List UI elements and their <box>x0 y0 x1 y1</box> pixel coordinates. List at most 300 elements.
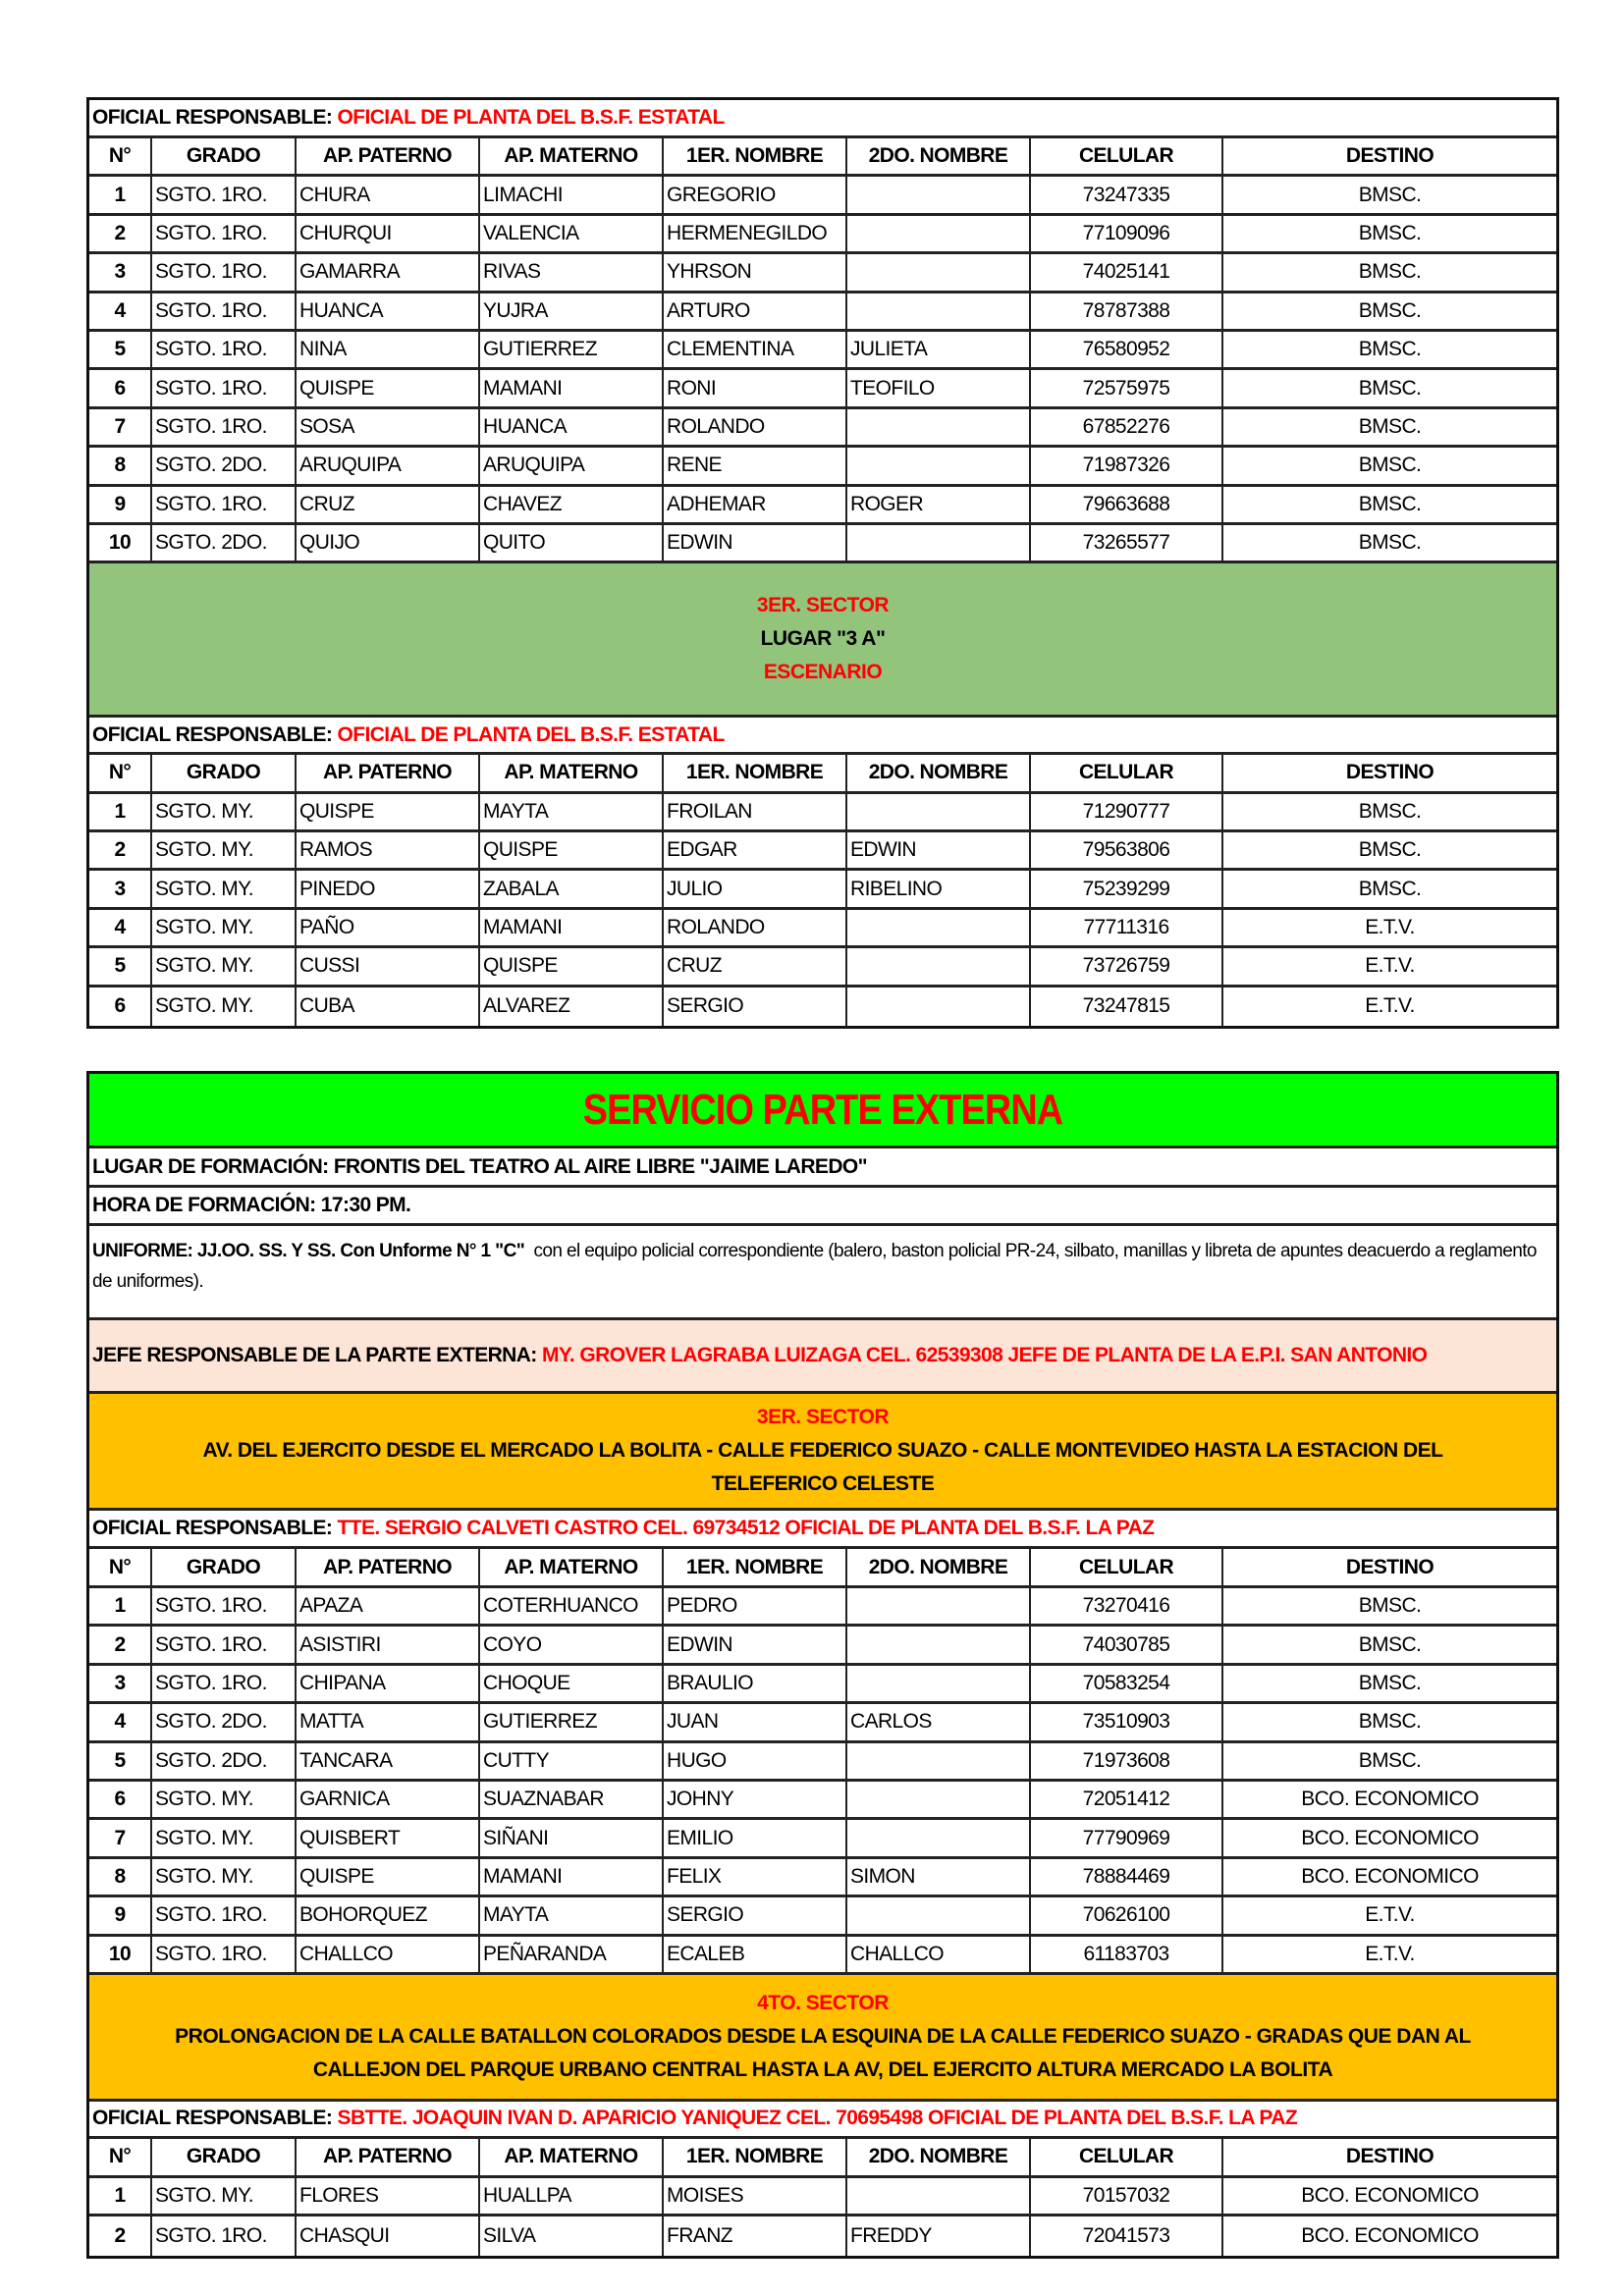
grado-cell: SGTO. 1RO. <box>152 1627 297 1662</box>
uniforme-info <box>89 1226 1556 1320</box>
celular-cell: 78787388 <box>1031 294 1223 329</box>
nombre1-cell: FROILAN <box>664 794 847 829</box>
header-col-ap-materno: AP. MATERNO <box>480 755 664 790</box>
oficial-value: OFICIAL DE PLANTA DEL B.S.F. ESTATAL <box>337 722 725 746</box>
destino-cell: E.T.V. <box>1365 994 1415 1018</box>
nombre2-cell <box>847 1820 1031 1855</box>
section-block-interna <box>86 97 1559 1029</box>
ap-materno-cell: SUAZNABAR <box>480 1782 664 1817</box>
nombre2-cell: CARLOS <box>847 1704 1031 1739</box>
row-number: 8 <box>89 1859 152 1895</box>
ap-paterno-cell: ARUQUIPA <box>297 448 480 483</box>
row-number: 7 <box>89 1820 152 1855</box>
table-row <box>89 370 1556 408</box>
oficial-value: OFICIAL DE PLANTA DEL B.S.F. ESTATAL <box>337 106 725 129</box>
nombre2-cell <box>847 177 1031 212</box>
ap-paterno-cell: GAMARRA <box>297 254 480 290</box>
ap-materno-cell: MAYTA <box>480 794 664 829</box>
ap-materno-cell: HUALLPA <box>480 2178 664 2214</box>
table-row <box>89 1704 1556 1742</box>
nombre2-cell <box>847 1743 1031 1779</box>
grado-cell: SGTO. 1RO. <box>152 177 297 212</box>
grado-cell: SGTO. 1RO. <box>152 216 297 251</box>
ap-materno-cell: YUJRA <box>480 294 664 329</box>
header-col-2do-nombre: 2DO. NOMBRE <box>847 755 1031 790</box>
lugar-formacion <box>89 1148 1556 1188</box>
ap-materno-cell: CUTTY <box>480 1743 664 1779</box>
ap-materno-cell: CHOQUE <box>480 1666 664 1701</box>
oficial-value: SBTTE. JOAQUIN IVAN D. APARICIO YANIQUEZ CEL. 70695498 OFICIAL DE PLANTA DEL B.S.F. LA PAZ <box>337 2107 1298 2130</box>
section-block-externa <box>86 1071 1559 2259</box>
ap-materno-cell: MAYTA <box>480 1897 664 1933</box>
table-row <box>89 1937 1556 1975</box>
ap-paterno-cell: CUBA <box>297 988 480 1026</box>
celular-cell: 75239299 <box>1031 871 1223 906</box>
nombre2-cell: SIMON <box>847 1859 1031 1895</box>
grado-cell: SGTO. 1RO. <box>152 409 297 445</box>
celular-cell: 77711316 <box>1031 910 1223 945</box>
ap-paterno-cell: QUISPE <box>297 370 480 405</box>
ap-paterno-cell: QUIJO <box>297 525 480 561</box>
sector-place: LUGAR "3 A" <box>760 627 886 651</box>
nombre1-cell: EDWIN <box>664 525 847 561</box>
nombre2-cell <box>847 1782 1031 1817</box>
destino-cell: BMSC. <box>1358 799 1422 823</box>
celular-cell: 61183703 <box>1031 1937 1223 1972</box>
destino-cell: BCO. ECONOMICO <box>1301 2223 1479 2247</box>
celular-cell: 70626100 <box>1031 1897 1223 1933</box>
row-number: 3 <box>89 1666 152 1701</box>
table-row <box>89 1782 1556 1820</box>
row-number: 7 <box>89 409 152 445</box>
table-row <box>89 1897 1556 1936</box>
nombre2-cell <box>847 448 1031 483</box>
header-col-number: N° <box>89 138 152 174</box>
table-row <box>89 948 1556 987</box>
nombre2-cell <box>847 2178 1031 2214</box>
grado-cell: SGTO. 1RO. <box>152 1588 297 1624</box>
ap-materno-cell: ALVAREZ <box>480 988 664 1026</box>
destino-cell: BMSC. <box>1358 838 1422 862</box>
grado-cell: SGTO. 1RO. <box>152 254 297 290</box>
nombre2-cell: ROGER <box>847 487 1031 522</box>
header-col-ap-materno: AP. MATERNO <box>480 138 664 174</box>
table-row <box>89 448 1556 486</box>
ap-paterno-cell: HUANCA <box>297 294 480 329</box>
nombre2-cell <box>847 988 1031 1026</box>
nombre2-cell <box>847 1627 1031 1662</box>
celular-cell: 73247815 <box>1031 988 1223 1026</box>
row-number: 6 <box>89 370 152 405</box>
row-number: 9 <box>89 1897 152 1933</box>
nombre1-cell: EDGAR <box>664 832 847 868</box>
nombre1-cell: CLEMENTINA <box>664 332 847 367</box>
table-row <box>89 409 1556 448</box>
ap-materno-cell: VALENCIA <box>480 216 664 251</box>
ap-paterno-cell: CRUZ <box>297 487 480 522</box>
nombre2-cell: CHALLCO <box>847 1937 1031 1972</box>
oficial-responsable-row <box>89 1511 1556 1549</box>
destino-cell: BCO. ECONOMICO <box>1301 2184 1479 2208</box>
nombre1-cell: ROLANDO <box>664 409 847 445</box>
ap-materno-cell: GUTIERREZ <box>480 1704 664 1739</box>
ap-paterno-cell: CHALLCO <box>297 1937 480 1972</box>
oficial-responsable-row <box>89 718 1556 755</box>
row-number: 6 <box>89 988 152 1026</box>
sector-route-line1: PROLONGACION DE LA CALLE BATALLON COLORADOS DESDE LA ESQUINA DE LA CALLE FEDERICO SUAZO - GRADAS QUE DAN AL <box>175 2024 1471 2048</box>
row-number: 4 <box>89 1704 152 1739</box>
header-col-ap-paterno: AP. PATERNO <box>297 1549 480 1585</box>
ap-paterno-cell: ASISTIRI <box>297 1627 480 1662</box>
externa-title-banner <box>89 1074 1556 1148</box>
destino-cell: BMSC. <box>1358 1748 1422 1772</box>
destino-cell: BMSC. <box>1358 183 1422 206</box>
nombre1-cell: GREGORIO <box>664 177 847 212</box>
header-col-destino: DESTINO <box>1345 761 1435 784</box>
nombre2-cell: RIBELINO <box>847 871 1031 906</box>
nombre1-cell: FELIX <box>664 1859 847 1895</box>
nombre1-cell: JUAN <box>664 1704 847 1739</box>
nombre1-cell: HUGO <box>664 1743 847 1779</box>
celular-cell: 70583254 <box>1031 1666 1223 1701</box>
nombre2-cell <box>847 948 1031 984</box>
celular-cell: 79563806 <box>1031 832 1223 868</box>
nombre2-cell <box>847 1666 1031 1701</box>
nombre1-cell: FRANZ <box>664 2216 847 2255</box>
celular-cell: 72051412 <box>1031 1782 1223 1817</box>
grado-cell: SGTO. 1RO. <box>152 370 297 405</box>
grado-cell: SGTO. 1RO. <box>152 1666 297 1701</box>
celular-cell: 77109096 <box>1031 216 1223 251</box>
table-row <box>89 988 1556 1026</box>
header-col-ap-paterno: AP. PATERNO <box>297 2139 480 2175</box>
sector-3-banner <box>89 1394 1556 1511</box>
row-number: 1 <box>89 794 152 829</box>
sector-title: 4TO. SECTOR <box>757 1991 889 2014</box>
hora-formacion-text: HORA DE FORMACIÓN: 17:30 PM. <box>92 1194 411 1216</box>
header-col-1er-nombre: 1ER. NOMBRE <box>664 2139 847 2175</box>
sector-route-line2: CALLEJON DEL PARQUE URBANO CENTRAL HASTA LA AV, DEL EJERCITO ALTURA MERCADO LA BOLITA <box>312 2057 1333 2081</box>
grado-cell: SGTO. 2DO. <box>152 1704 297 1739</box>
jefe-label: JEFE RESPONSABLE DE LA PARTE EXTERNA: <box>92 1344 537 1366</box>
nombre1-cell: EDWIN <box>664 1627 847 1662</box>
celular-cell: 71987326 <box>1031 448 1223 483</box>
celular-cell: 71973608 <box>1031 1743 1223 1779</box>
header-col-grado: GRADO <box>152 755 297 790</box>
header-col-grado: GRADO <box>152 2139 297 2175</box>
ap-materno-cell: QUISPE <box>480 948 664 984</box>
celular-cell: 73265577 <box>1031 525 1223 561</box>
header-col-number: N° <box>89 2139 152 2175</box>
ap-paterno-cell: QUISBERT <box>297 1820 480 1855</box>
oficial-label: OFICIAL RESPONSABLE: <box>92 722 333 746</box>
destino-cell: BCO. ECONOMICO <box>1301 1826 1479 1849</box>
destino-cell: BMSC. <box>1358 1671 1422 1694</box>
celular-cell: 71290777 <box>1031 794 1223 829</box>
row-number: 5 <box>89 332 152 367</box>
table-row <box>89 2216 1556 2255</box>
ap-paterno-cell: FLORES <box>297 2178 480 2214</box>
nombre1-cell: ECALEB <box>664 1937 847 1972</box>
oficial-label: OFICIAL RESPONSABLE: <box>92 1517 333 1539</box>
grado-cell: SGTO. 2DO. <box>152 448 297 483</box>
ap-paterno-cell: TANCARA <box>297 1743 480 1779</box>
grado-cell: SGTO. MY. <box>152 794 297 829</box>
destino-cell: E.T.V. <box>1365 1903 1415 1927</box>
row-number: 1 <box>89 2178 152 2214</box>
uniforme-bold: UNIFORME: JJ.OO. SS. Y SS. Con Unforme N° 1 "C" <box>92 1241 525 1261</box>
personnel-table-4 <box>89 2178 1556 2256</box>
nombre1-cell: MOISES <box>664 2178 847 2214</box>
destino-cell: BMSC. <box>1358 454 1422 477</box>
row-number: 2 <box>89 216 152 251</box>
nombre2-cell <box>847 216 1031 251</box>
ap-materno-cell: QUITO <box>480 525 664 561</box>
grado-cell: SGTO. 2DO. <box>152 525 297 561</box>
sector-4-banner <box>89 1975 1556 2102</box>
destino-cell: E.T.V. <box>1365 1942 1415 1965</box>
row-number: 5 <box>89 948 152 984</box>
header-col-number: N° <box>89 755 152 790</box>
celular-cell: 70157032 <box>1031 2178 1223 2214</box>
oficial-responsable-row <box>89 100 1556 138</box>
ap-materno-cell: SIÑANI <box>480 1820 664 1855</box>
header-col-destino: DESTINO <box>1345 144 1435 168</box>
row-number: 4 <box>89 294 152 329</box>
table-row <box>89 525 1556 563</box>
table-row <box>89 910 1556 948</box>
uniforme-text: con el equipo policial correspondiente (balero, baston policial PR-24, silbato, manillas y libreta de apuntes deacuerdo a reglamento de uniformes). <box>92 1241 1537 1292</box>
nombre2-cell <box>847 254 1031 290</box>
nombre1-cell: BRAULIO <box>664 1666 847 1701</box>
grado-cell: SGTO. 1RO. <box>152 294 297 329</box>
destino-cell: BMSC. <box>1358 376 1422 400</box>
ap-paterno-cell: CHASQUI <box>297 2216 480 2255</box>
ap-paterno-cell: MATTA <box>297 1704 480 1739</box>
header-col-2do-nombre: 2DO. NOMBRE <box>847 138 1031 174</box>
grado-cell: SGTO. MY. <box>152 871 297 906</box>
ap-materno-cell: GUTIERREZ <box>480 332 664 367</box>
table-row <box>89 2178 1556 2216</box>
grado-cell: SGTO. MY. <box>152 988 297 1026</box>
nombre2-cell <box>847 1588 1031 1624</box>
grado-cell: SGTO. MY. <box>152 1782 297 1817</box>
celular-cell: 74030785 <box>1031 1627 1223 1662</box>
nombre2-cell: FREDDY <box>847 2216 1031 2255</box>
row-number: 8 <box>89 448 152 483</box>
destino-cell: BMSC. <box>1358 1710 1422 1734</box>
nombre1-cell: SERGIO <box>664 988 847 1026</box>
nombre1-cell: JULIO <box>664 871 847 906</box>
nombre1-cell: HERMENEGILDO <box>664 216 847 251</box>
row-number: 5 <box>89 1743 152 1779</box>
ap-materno-cell: PEÑARANDA <box>480 1937 664 1972</box>
nombre2-cell <box>847 525 1031 561</box>
oficial-label: OFICIAL RESPONSABLE: <box>92 2107 333 2130</box>
table-row <box>89 1588 1556 1627</box>
row-number: 1 <box>89 177 152 212</box>
ap-paterno-cell: QUISPE <box>297 1859 480 1895</box>
nombre2-cell: JULIETA <box>847 332 1031 367</box>
destino-cell: BMSC. <box>1358 877 1422 900</box>
row-number: 9 <box>89 487 152 522</box>
header-col-1er-nombre: 1ER. NOMBRE <box>664 1549 847 1585</box>
ap-paterno-cell: APAZA <box>297 1588 480 1624</box>
grado-cell: SGTO. 1RO. <box>152 332 297 367</box>
celular-cell: 74025141 <box>1031 254 1223 290</box>
row-number: 1 <box>89 1588 152 1624</box>
jefe-responsable-row <box>89 1320 1556 1394</box>
celular-cell: 79663688 <box>1031 487 1223 522</box>
celular-cell: 73726759 <box>1031 948 1223 984</box>
nombre1-cell: ARTURO <box>664 294 847 329</box>
oficial-label: OFICIAL RESPONSABLE: <box>92 106 333 129</box>
row-number: 3 <box>89 254 152 290</box>
grado-cell: SGTO. MY. <box>152 1859 297 1895</box>
grado-cell: SGTO. MY. <box>152 1820 297 1855</box>
ap-paterno-cell: PINEDO <box>297 871 480 906</box>
destino-cell: BCO. ECONOMICO <box>1301 1788 1479 1811</box>
table-row <box>89 487 1556 525</box>
header-col-number: N° <box>89 1549 152 1585</box>
table-row <box>89 1859 1556 1897</box>
destino-cell: BMSC. <box>1358 531 1422 555</box>
destino-cell: BMSC. <box>1358 414 1422 438</box>
row-number: 3 <box>89 871 152 906</box>
nombre2-cell <box>847 409 1031 445</box>
grado-cell: SGTO. 1RO. <box>152 2216 297 2255</box>
destino-cell: BCO. ECONOMICO <box>1301 1864 1479 1888</box>
header-col-ap-paterno: AP. PATERNO <box>297 138 480 174</box>
table-row <box>89 332 1556 370</box>
table-header <box>89 138 1556 177</box>
header-col-ap-materno: AP. MATERNO <box>480 2139 664 2175</box>
grado-cell: SGTO. MY. <box>152 948 297 984</box>
table-row <box>89 177 1556 215</box>
destino-cell: BMSC. <box>1358 221 1422 244</box>
ap-materno-cell: CHAVEZ <box>480 487 664 522</box>
ap-materno-cell: LIMACHI <box>480 177 664 212</box>
grado-cell: SGTO. MY. <box>152 2178 297 2214</box>
table-row <box>89 1743 1556 1782</box>
nombre2-cell: TEOFILO <box>847 370 1031 405</box>
celular-cell: 78884469 <box>1031 1859 1223 1895</box>
ap-paterno-cell: GARNICA <box>297 1782 480 1817</box>
ap-materno-cell: COTERHUANCO <box>480 1588 664 1624</box>
destino-cell: BMSC. <box>1358 492 1422 515</box>
lugar-formacion-text: LUGAR DE FORMACIÓN: FRONTIS DEL TEATRO AL AIRE LIBRE "JAIME LAREDO" <box>92 1154 867 1178</box>
sector-location: ESCENARIO <box>763 661 883 684</box>
header-col-grado: GRADO <box>152 1549 297 1585</box>
table-row <box>89 794 1556 832</box>
ap-materno-cell: HUANCA <box>480 409 664 445</box>
grado-cell: SGTO. 1RO. <box>152 1937 297 1972</box>
header-col-grado: GRADO <box>152 138 297 174</box>
table-header <box>89 2139 1556 2178</box>
table-row <box>89 1666 1556 1704</box>
sector-3a-banner <box>89 563 1556 718</box>
celular-cell: 77790969 <box>1031 1820 1223 1855</box>
nombre1-cell: EMILIO <box>664 1820 847 1855</box>
table-row <box>89 216 1556 254</box>
grado-cell: SGTO. 1RO. <box>152 487 297 522</box>
row-number: 2 <box>89 1627 152 1662</box>
destino-cell: BMSC. <box>1358 260 1422 284</box>
nombre1-cell: RONI <box>664 370 847 405</box>
nombre1-cell: PEDRO <box>664 1588 847 1624</box>
hora-formacion <box>89 1188 1556 1226</box>
celular-cell: 73510903 <box>1031 1704 1223 1739</box>
nombre1-cell: RENE <box>664 448 847 483</box>
ap-materno-cell: MAMANI <box>480 1859 664 1895</box>
ap-paterno-cell: CUSSI <box>297 948 480 984</box>
ap-paterno-cell: SOSA <box>297 409 480 445</box>
ap-paterno-cell: CHURA <box>297 177 480 212</box>
header-col-destino: DESTINO <box>1345 2145 1435 2168</box>
row-number: 6 <box>89 1782 152 1817</box>
ap-materno-cell: RIVAS <box>480 254 664 290</box>
ap-paterno-cell: RAMOS <box>297 832 480 868</box>
nombre2-cell <box>847 1897 1031 1933</box>
grado-cell: SGTO. 1RO. <box>152 1897 297 1933</box>
ap-paterno-cell: CHIPANA <box>297 1666 480 1701</box>
row-number: 2 <box>89 832 152 868</box>
celular-cell: 73247335 <box>1031 177 1223 212</box>
row-number: 2 <box>89 2216 152 2255</box>
ap-materno-cell: ZABALA <box>480 871 664 906</box>
nombre1-cell: ADHEMAR <box>664 487 847 522</box>
nombre1-cell: SERGIO <box>664 1897 847 1933</box>
table-row <box>89 871 1556 909</box>
table-row <box>89 832 1556 871</box>
personnel-table-3 <box>89 1588 1556 1975</box>
row-number: 10 <box>89 1937 152 1972</box>
ap-paterno-cell: NINA <box>297 332 480 367</box>
header-col-ap-paterno: AP. PATERNO <box>297 755 480 790</box>
sector-title: 3ER. SECTOR <box>756 1406 890 1428</box>
destino-cell: E.T.V. <box>1365 954 1415 978</box>
row-number: 4 <box>89 910 152 945</box>
celular-cell: 67852276 <box>1031 409 1223 445</box>
grado-cell: SGTO. MY. <box>152 832 297 868</box>
header-col-celular: CELULAR <box>1031 138 1223 174</box>
destino-cell: BMSC. <box>1358 298 1422 322</box>
header-col-ap-materno: AP. MATERNO <box>480 1549 664 1585</box>
jefe-value: MY. GROVER LAGRABA LUIZAGA CEL. 62539308 JEFE DE PLANTA DE LA E.P.I. SAN ANTONIO <box>541 1344 1428 1366</box>
table-row <box>89 1820 1556 1858</box>
ap-materno-cell: MAMANI <box>480 910 664 945</box>
header-col-2do-nombre: 2DO. NOMBRE <box>847 2139 1031 2175</box>
ap-materno-cell: SILVA <box>480 2216 664 2255</box>
ap-paterno-cell: QUISPE <box>297 794 480 829</box>
header-col-1er-nombre: 1ER. NOMBRE <box>664 138 847 174</box>
table-header <box>89 755 1556 793</box>
grado-cell: SGTO. MY. <box>152 910 297 945</box>
nombre1-cell: CRUZ <box>664 948 847 984</box>
ap-paterno-cell: PAÑO <box>297 910 480 945</box>
destino-cell: BMSC. <box>1358 1594 1422 1618</box>
table-row <box>89 1627 1556 1665</box>
nombre1-cell: JOHNY <box>664 1782 847 1817</box>
header-col-1er-nombre: 1ER. NOMBRE <box>664 755 847 790</box>
header-col-celular: CELULAR <box>1031 1549 1223 1585</box>
table-row <box>89 294 1556 332</box>
ap-paterno-cell: CHURQUI <box>297 216 480 251</box>
header-col-celular: CELULAR <box>1031 2139 1223 2175</box>
ap-paterno-cell: BOHORQUEZ <box>297 1897 480 1933</box>
ap-materno-cell: MAMANI <box>480 370 664 405</box>
personnel-table-2 <box>89 794 1556 1026</box>
